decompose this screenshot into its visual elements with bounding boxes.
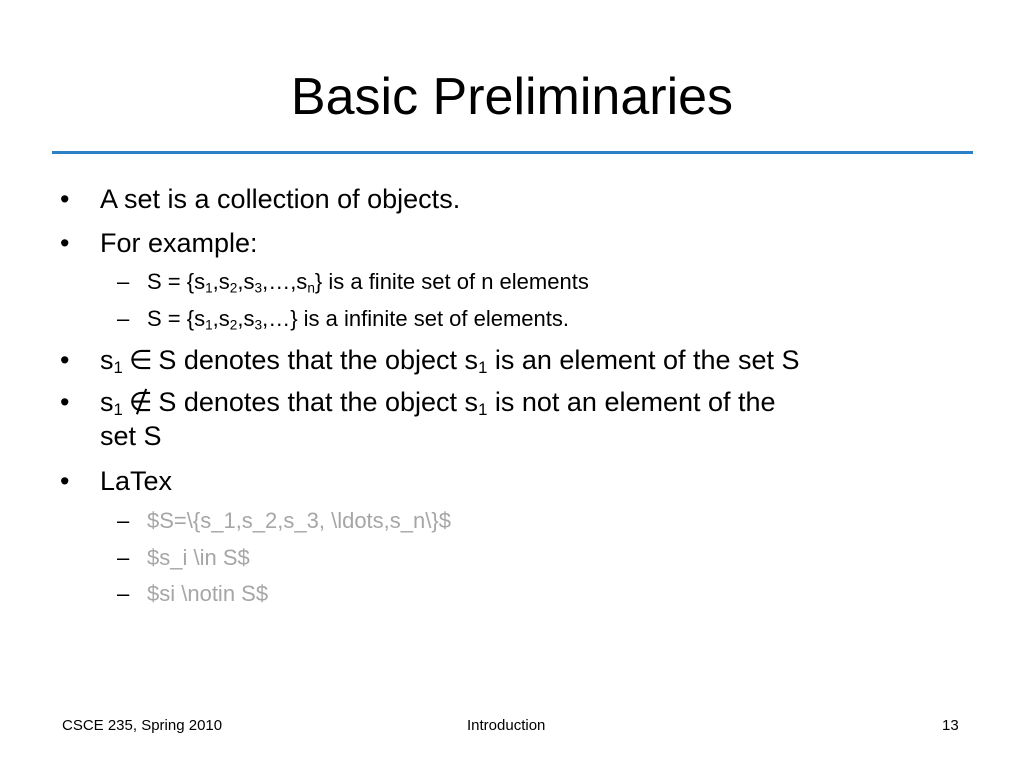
text-fragment: } is a finite set of n elements (314, 269, 589, 294)
text-fragment: ,s (237, 306, 255, 331)
bullet-marker: • (60, 345, 70, 375)
text-fragment: S denotes that the object s (158, 345, 479, 375)
latex-notin-notation: $si \notin S$ (147, 581, 269, 606)
footer-section: Introduction (467, 717, 546, 734)
sub-bullet-finite-set (147, 268, 589, 296)
subscript: 1 (205, 317, 213, 333)
sub-bullet-marker: – (117, 306, 130, 331)
text-fragment: S = {s (147, 269, 206, 294)
text-fragment: s (100, 387, 114, 417)
sub-bullet-marker: – (117, 508, 130, 533)
slide-title: Basic Preliminaries (290, 68, 734, 126)
sub-bullet-infinite-set (147, 305, 569, 333)
sub-bullet-marker: – (117, 581, 130, 606)
latex-in-notation: $s_i \in S$ (147, 545, 250, 570)
subscript: 1 (205, 280, 213, 296)
text-fragment: ,s (212, 306, 230, 331)
bullet-not-element-of (100, 386, 776, 418)
subscript: 1 (113, 400, 123, 420)
footer-course: CSCE 235, Spring 2010 (62, 717, 223, 734)
subscript: 2 (229, 280, 238, 296)
text-fragment: is an element of the set S (487, 345, 800, 375)
bullet-not-element-of-continued: set S (100, 421, 162, 451)
sub-bullet-marker: – (117, 545, 130, 570)
latex-set-notation: $S=\{s_1,s_2,s_3, \ldots,s_n\}$ (147, 508, 451, 533)
subscript: 1 (478, 358, 488, 378)
text-fragment: ,…} is a infinite set of elements. (262, 306, 570, 331)
text-fragment: ,…,s (262, 269, 308, 294)
bullet-set-definition: A set is a collection of objects. (100, 184, 461, 214)
subscript: 3 (254, 280, 263, 296)
sub-bullet-marker: – (117, 269, 130, 294)
bullet-marker: • (60, 387, 70, 417)
bullet-for-example: For example: (100, 228, 258, 258)
subscript: 1 (113, 358, 123, 378)
bullet-element-of (100, 344, 800, 376)
text-fragment: S = {s (147, 306, 206, 331)
text-fragment: is not an element of the (487, 387, 776, 417)
text-fragment: S denotes that the object s (158, 387, 479, 417)
bullet-marker: • (60, 228, 70, 258)
text-fragment: ,s (237, 269, 255, 294)
subscript: n (307, 280, 315, 296)
subscript: 2 (229, 317, 238, 333)
subscript: 3 (254, 317, 263, 333)
bullet-marker: • (60, 466, 70, 496)
text-fragment: s (100, 345, 114, 375)
not-element-of-symbol: ∉ (128, 387, 153, 417)
footer-page-number: 13 (942, 717, 959, 734)
bullet-latex: LaTex (100, 466, 173, 496)
subscript: 1 (478, 400, 488, 420)
element-of-symbol: ∈ (128, 345, 153, 375)
text-fragment: ,s (212, 269, 230, 294)
bullet-marker: • (60, 184, 70, 214)
title-divider (52, 151, 973, 154)
